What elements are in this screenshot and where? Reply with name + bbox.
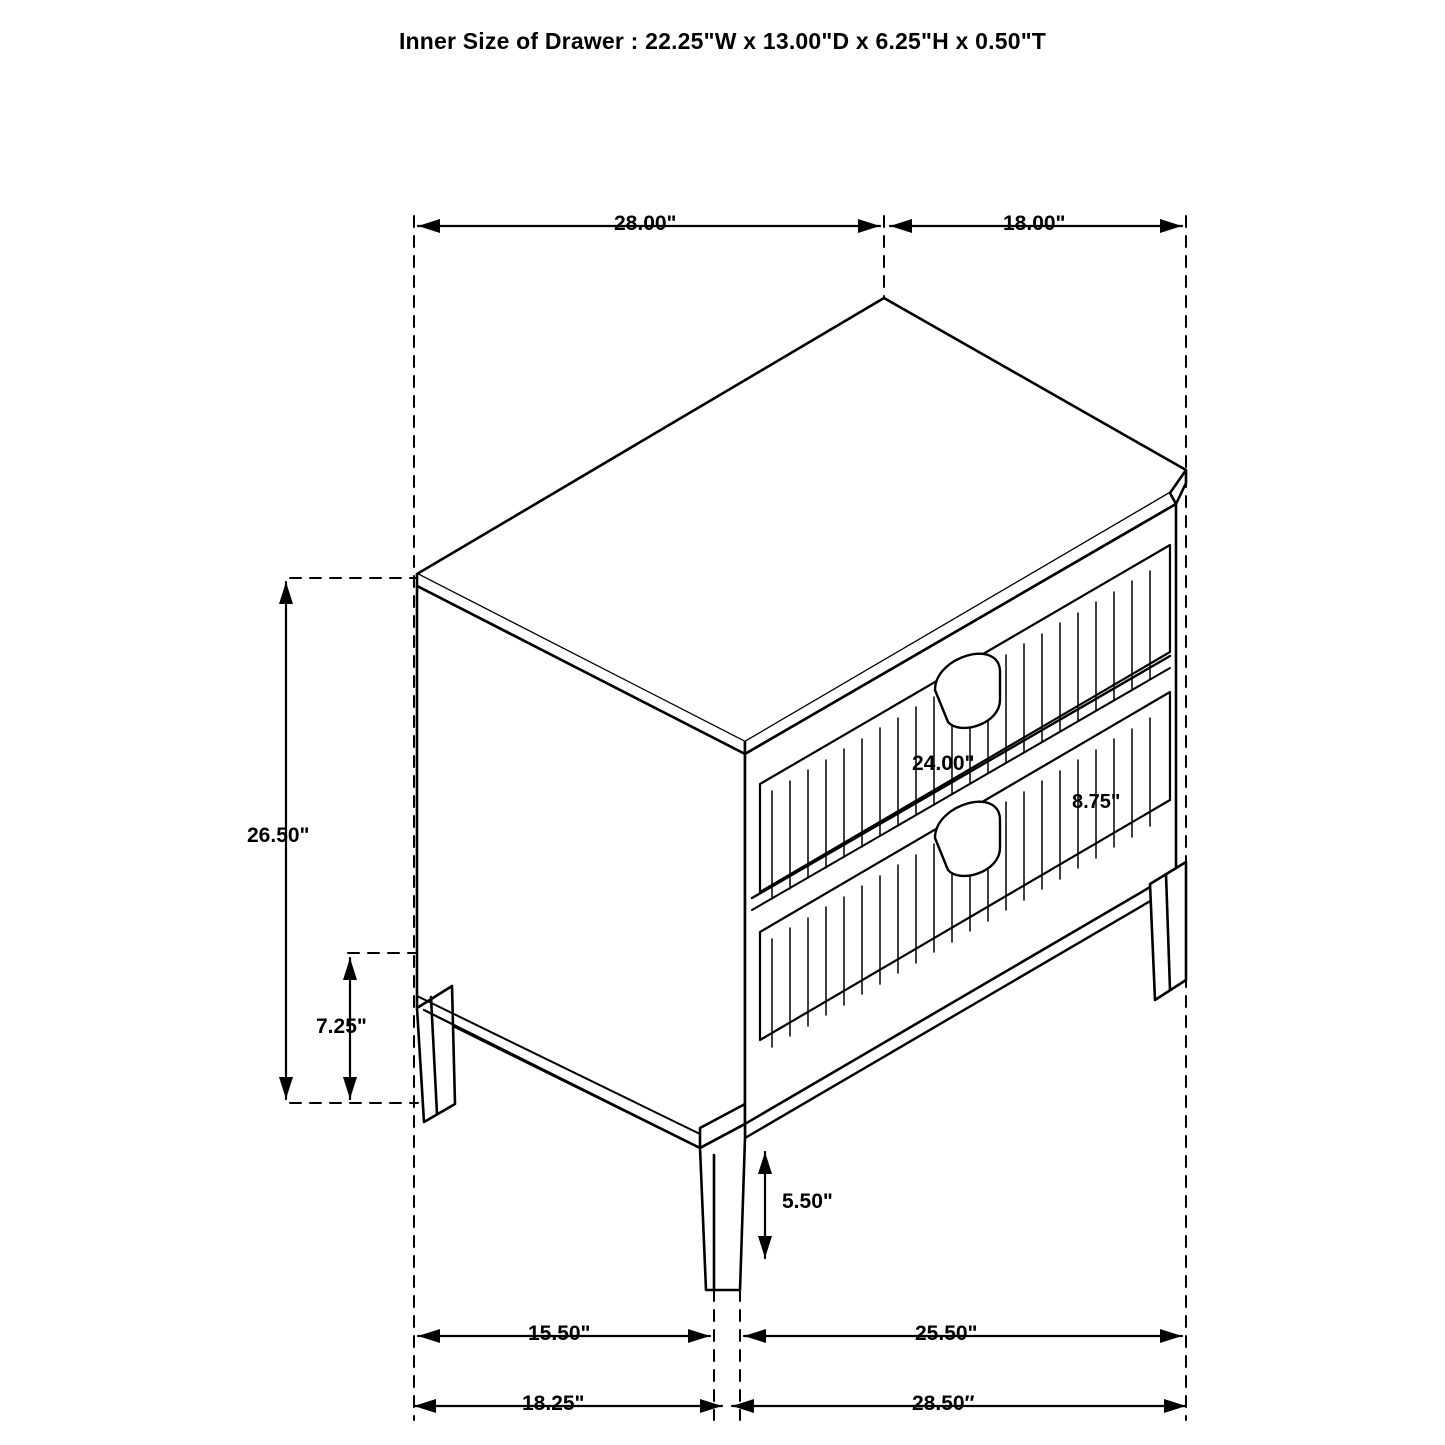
dim-leg-550	[758, 1152, 772, 1258]
dim-label-height: 26.50"	[247, 824, 310, 847]
dim-label-bottom-right-inner: 25.50"	[915, 1322, 978, 1345]
leg-rear-right	[1150, 862, 1186, 1000]
page-title: Inner Size of Drawer : 22.25"W x 13.00"D x 6.25"H x 0.50"T	[398, 28, 1047, 54]
dim-label-bottom-left-outer: 18.25"	[522, 1392, 585, 1415]
dim-label-drawer-width: 24.00"	[912, 752, 975, 775]
dim-label-bottom-left-inner: 15.50"	[528, 1322, 591, 1345]
dim-label-drawer-height: 8.75"	[1072, 791, 1121, 813]
dim-label-top-left: 28.00"	[614, 212, 677, 235]
leg-front-left	[700, 1124, 745, 1290]
dim-label-top-right: 18.00"	[1003, 212, 1066, 235]
leg-rear-left	[417, 986, 455, 1122]
dim-label-leg-height: 7.25"	[316, 1015, 367, 1038]
dim-label-lower-leg: 5.50"	[782, 1190, 833, 1213]
dim-label-bottom-right-outer: 28.50″	[912, 1392, 975, 1415]
